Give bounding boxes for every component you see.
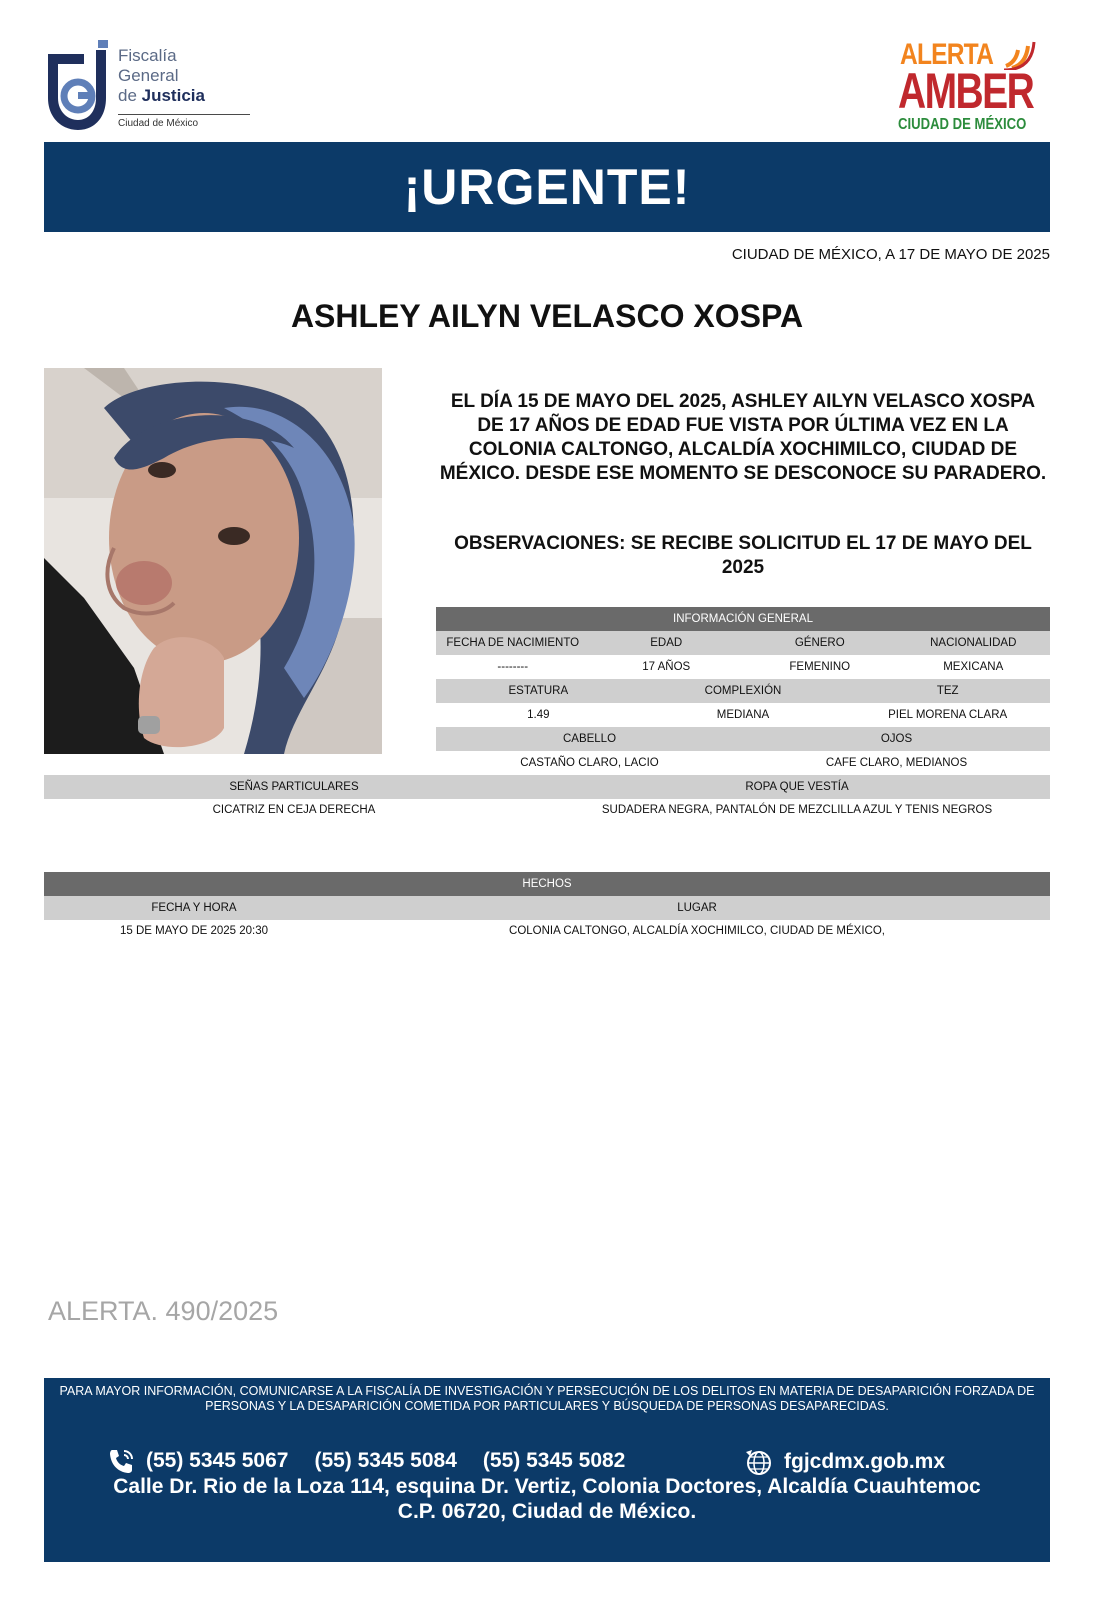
- value-eyes: CAFE CLARO, MEDIANOS: [825, 757, 968, 769]
- fgj-line1: Fiscalía: [118, 46, 177, 65]
- footer-address: [44, 1474, 1050, 1524]
- header-complexion: TEZ: [936, 685, 959, 697]
- info-title-row: [436, 607, 1050, 631]
- header-gender: GÉNERO: [794, 637, 845, 649]
- value-clothing: SUDADERA NEGRA, PANTALÓN DE MEZCLILLA AZUL Y TENIS NEGROS: [601, 804, 993, 816]
- globe-icon: [744, 1448, 774, 1476]
- footer-info: PARA MAYOR INFORMACIÓN, COMUNICARSE A LA FISCALÍA DE INVESTIGACIÓN Y PERSECUCIÓN DE LOS DELITOS EN MATERIA DE DESAPARICIÓN FORZADA DE PERSONAS Y LA DESAPARICIÓN COMETIDA POR PARTICULARES Y BÚSQUEDA DE PERSONAS DESAPARECIDAS.: [59, 1384, 1035, 1413]
- header-height: ESTATURA: [508, 685, 569, 697]
- phone-number-3[interactable]: (55) 5345 5082: [482, 1449, 626, 1472]
- header-place: LUGAR: [677, 902, 717, 914]
- info-row3-values: [436, 751, 1050, 775]
- dateline: CIUDAD DE MÉXICO, A 17 DE MAYO DE 2025: [731, 246, 1050, 263]
- address-line1: Calle Dr. Rio de la Loza 114, esquina Dr. Vertiz, Colonia Doctores, Alcaldía Cuauhtemoc: [113, 1475, 981, 1498]
- fgj-sub: Ciudad de México: [118, 118, 199, 129]
- value-nationality: MEXICANA: [943, 661, 1004, 673]
- value-datetime: 15 DE MAYO DE 2025 20:30: [119, 925, 269, 937]
- missing-person-photo: [44, 368, 382, 754]
- alert-number: ALERTA. 490/2025: [48, 1296, 279, 1326]
- hechos-title: HECHOS: [522, 878, 572, 890]
- fgj-line2: General: [118, 66, 179, 85]
- value-height: 1.49: [527, 709, 550, 721]
- value-build: MEDIANA: [716, 709, 770, 721]
- value-age: 17 AÑOS: [642, 661, 691, 673]
- value-complexion: PIEL MORENA CLARA: [888, 709, 1008, 721]
- header-nationality: NACIONALIDAD: [930, 637, 1017, 649]
- phone-number-1[interactable]: (55) 5345 5067: [146, 1449, 289, 1472]
- fgj-divider: [118, 114, 250, 115]
- value-birthdate: --------: [497, 661, 529, 673]
- info-row1-values: [436, 655, 1050, 679]
- footer: [44, 1378, 1050, 1562]
- alerta-amber-logo: [898, 38, 1048, 134]
- fgj-emblem-icon: [44, 40, 110, 132]
- header-datetime: FECHA Y HORA: [151, 902, 237, 914]
- fgj-line3-prefix: de: [118, 86, 142, 105]
- amber-line2: AMBER: [898, 63, 1034, 119]
- header-build: COMPLEXIÓN: [704, 685, 782, 697]
- amber-line3: CIUDAD DE MÉXICO: [898, 116, 1027, 133]
- fgj-line3: [118, 86, 205, 106]
- fgj-line3-bold: Justicia: [141, 86, 205, 105]
- phone-number-2[interactable]: (55) 5345 5084: [314, 1449, 457, 1472]
- hechos-values: [44, 920, 1050, 942]
- header-birthdate: FECHA DE NACIMIENTO: [446, 637, 580, 649]
- header-marks: SEÑAS PARTICULARES: [229, 781, 359, 793]
- info-row1-headers: [436, 631, 1050, 655]
- missing-person-name: ASHLEY AILYN VELASCO XOSPA: [290, 298, 804, 334]
- info-row3-headers: [436, 727, 1050, 751]
- header-age: EDAD: [650, 637, 683, 649]
- header-eyes: OJOS: [880, 733, 913, 745]
- hechos-headers: [44, 896, 1050, 920]
- value-gender: FEMENINO: [789, 661, 851, 673]
- fgj-logo: [44, 40, 224, 132]
- observations: OBSERVACIONES: SE RECIBE SOLICITUD EL 17 DE MAYO DEL 2025: [454, 533, 1032, 578]
- description: EL DÍA 15 DE MAYO DEL 2025, ASHLEY AILYN VELASCO XOSPA DE 17 AÑOS DE EDAD FUE VISTA POR ÚLTIMA VEZ EN LA COLONIA CALTONGO, ALCALDÍA XOCHIMILCO, CIUDAD DE MÉXICO. DESDE ESE MOMENTO SE DESCONOCE SU PARADERO.: [439, 391, 1047, 484]
- photo-illustration: [44, 368, 382, 754]
- phone-icon: [108, 1448, 136, 1474]
- urgent-banner: ¡URGENTE!: [44, 142, 1050, 232]
- value-place: COLONIA CALTONGO, ALCALDÍA XOCHIMILCO, CIUDAD DE MÉXICO,: [509, 925, 885, 937]
- value-marks: CICATRIZ EN CEJA DERECHA: [212, 804, 376, 816]
- footer-web: [744, 1448, 945, 1476]
- info-row4-headers: [44, 775, 1050, 799]
- info-row2-headers: [436, 679, 1050, 703]
- website-link[interactable]: fgjcdmx.gob.mx: [784, 1450, 946, 1473]
- header-clothing: ROPA QUE VESTÍA: [745, 781, 849, 793]
- info-row2-values: [436, 703, 1050, 727]
- address-line2: C.P. 06720, Ciudad de México.: [397, 1500, 697, 1523]
- hechos-title-row: [44, 872, 1050, 896]
- amber-line1: ALERTA: [900, 38, 994, 71]
- header-hair: CABELLO: [562, 733, 617, 745]
- footer-phones: [108, 1448, 651, 1474]
- info-row4-values: [44, 799, 1050, 821]
- info-title: INFORMACIÓN GENERAL: [673, 613, 813, 625]
- value-hair: CASTAÑO CLARO, LACIO: [520, 757, 659, 769]
- fgj-name: [118, 46, 205, 106]
